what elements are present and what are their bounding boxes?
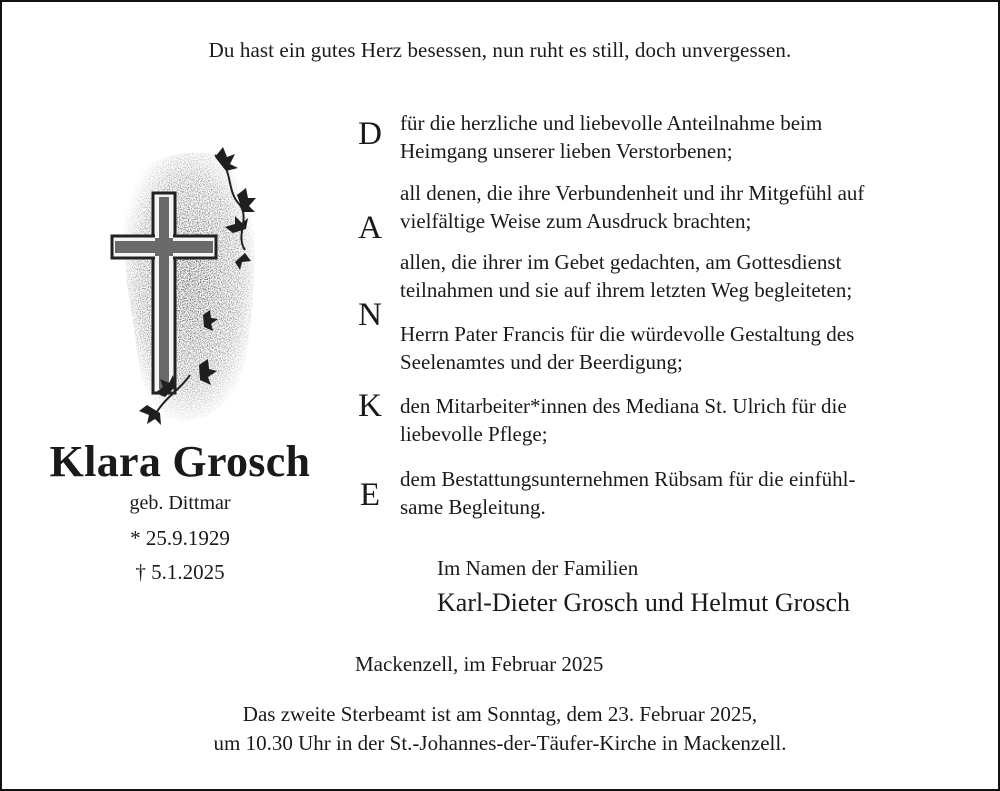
thanks-line: teilnahmen und sie auf ihrem letzten Weg begleiteten; <box>400 278 853 302</box>
thanks-paragraph <box>400 109 942 165</box>
danke-letter: D <box>358 116 382 152</box>
birth-date: * 25.9.1929 <box>130 526 230 550</box>
thanks-paragraph <box>400 248 942 304</box>
thanks-line: Heimgang unserer lieben Verstorbenen; <box>400 139 733 163</box>
deceased-name: Klara Grosch <box>49 437 311 486</box>
thanks-paragraph <box>400 392 942 448</box>
service-notice-line: Das zweite Sterbeamt ist am Sonntag, dem 23. Februar 2025, <box>242 702 758 726</box>
family-names: Karl-Dieter Grosch und Helmut Grosch <box>437 588 850 617</box>
thanks-paragraph <box>400 179 942 235</box>
thanks-paragraph <box>400 465 942 521</box>
thanks-line: dem Bestattungsunternehmen Rübsam für die einfühl- <box>400 467 856 491</box>
service-notice-line: um 10.30 Uhr in der St.-Johannes-der-Täufer-Kirche in Mackenzell. <box>213 731 787 755</box>
death-date: † 5.1.2025 <box>135 560 225 584</box>
thanks-line: same Begleitung. <box>400 495 546 519</box>
danke-letter: N <box>358 297 382 333</box>
danke-letter: A <box>358 210 382 246</box>
thanks-line: liebevolle Pflege; <box>400 422 548 446</box>
place-date: Mackenzell, im Februar 2025 <box>355 652 604 676</box>
danke-letter: E <box>359 477 381 513</box>
thanks-line: für die herzliche und liebevolle Anteilnahme beim <box>400 111 823 135</box>
thanks-line: allen, die ihrer im Gebet gedachten, am Gottesdienst <box>400 250 842 274</box>
motto: Du hast ein gutes Herz besessen, nun ruht es still, doch unvergessen. <box>208 38 792 62</box>
thanks-line: all denen, die ihre Verbundenheit und ihr Mitgefühl auf <box>400 181 865 205</box>
thanks-line: vielfältige Weise zum Ausdruck brachten; <box>400 209 752 233</box>
thanks-line: Herrn Pater Francis für die würdevolle Gestaltung des <box>400 322 855 346</box>
cross-with-ivy-icon <box>95 135 270 435</box>
thanks-line: Seelenamtes und der Beerdigung; <box>400 350 683 374</box>
danke-letter: K <box>358 388 382 424</box>
maiden-name: geb. Dittmar <box>129 492 231 514</box>
thanks-paragraph <box>400 320 942 376</box>
thanks-line: den Mitarbeiter*innen des Mediana St. Ulrich für die <box>400 394 847 418</box>
family-intro: Im Namen der Familien <box>437 556 639 580</box>
